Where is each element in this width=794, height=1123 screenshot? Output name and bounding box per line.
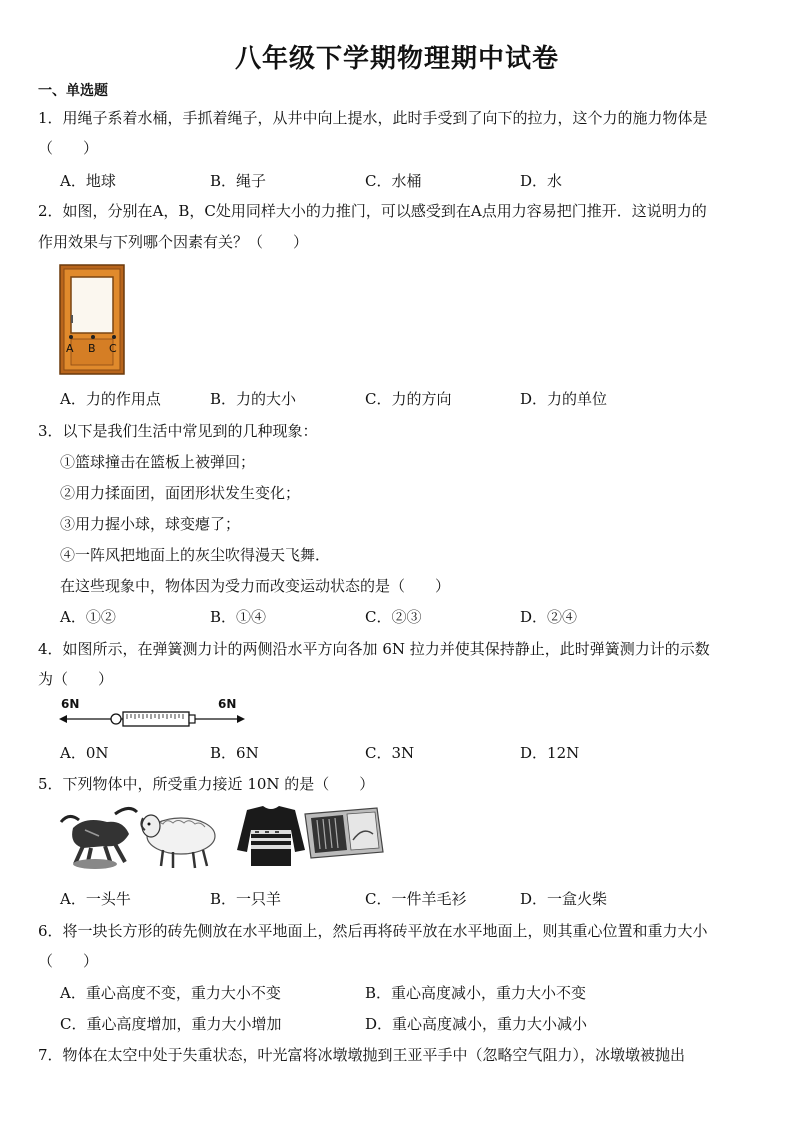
question-6-line-2: （ ） [38,952,99,970]
sheep-image [141,815,215,868]
question-7-line-1: 7．物体在太空中处于失重状态，叶光富将冰墩墩抛到王亚平手中（忽略空气阻力），冰墩墩被抛出 [38,1046,686,1064]
q6-option-b: B．重心高度减小，重力大小不变 [365,984,587,1002]
q3-item-4: ④一阵风把地面上的灰尘吹得漫天飞舞． [60,546,331,564]
question-3-line-1: 3．以下是我们生活中常见到的几种现象： [38,422,318,440]
q6-option-a: A．重心高度不变，重力大小不变 [60,984,281,1002]
q5-option-c: C．一件羊毛衫 [365,890,467,908]
sweater-image [237,806,305,866]
question-4-line-2: 为（ ） [38,670,114,688]
q5-option-b: B．一只羊 [210,890,282,908]
question-2-line-1: 2．如图，分别在A，B，C处用同样大小的力推门，可以感受到在A点用力容易把门推开．这说明力的 [38,202,707,220]
door-label-c: C [109,342,117,355]
q6-option-c: C．重心高度增加，重力大小增加 [60,1015,282,1033]
matchbox-image [305,808,383,858]
question-1-line-1: 1．用绳子系着水桶，手抓着绳子，从井中向上提水，此时手受到了向下的拉力，这个力的施力物体是 [38,109,708,127]
q3-option-a: A．①② [60,608,116,626]
q1-option-a: A．地球 [60,172,116,190]
question-6-line-1: 6．将一块长方形的砖先侧放在水平地面上，然后再将砖平放在水平地面上，则其重心位置和重力大小 [38,922,708,940]
question-1-line-2: （ ） [38,139,99,157]
q5-option-d: D．一盒火柴 [520,890,608,908]
q4-option-c: C．3N [365,744,415,762]
q5-option-a: A．一头牛 [60,890,131,908]
q2-option-a: A．力的作用点 [60,390,161,408]
q4-option-a: A．0N [60,744,109,762]
q3-item-3: ③用力握小球，球变瘪了； [60,515,241,533]
q4-option-d: D．12N [520,744,580,762]
right-force-label: 6N [218,697,237,711]
door-label-b: B [88,342,96,355]
section-heading: 一、单选题 [38,83,108,99]
q1-option-b: B．绳子 [210,172,267,190]
page-title: 八年级下学期物理期中试卷 [234,44,559,74]
objects-figure [55,800,385,872]
left-force-label: 6N [61,697,80,711]
q3-option-c: C．②③ [365,608,422,626]
q4-option-b: B．6N [210,744,259,762]
door-label-a: A [66,342,74,355]
q3-item-1: ①篮球撞击在篮板上被弹回； [60,453,256,471]
q2-option-d: D．力的单位 [520,390,608,408]
q3-option-b: B．①④ [210,608,267,626]
question-2-line-2: 作用效果与下列哪个因素有关？（ ） [38,233,309,251]
q1-option-c: C．水桶 [365,172,422,190]
q3-option-d: D．②④ [520,608,578,626]
q6-option-d: D．重心高度减小，重力大小减小 [365,1015,588,1033]
q3-prompt: 在这些现象中，物体因为受力而改变运动状态的是（ ） [60,577,451,595]
q3-item-2: ②用力揉面团，面团形状发生变化； [60,484,301,502]
bull-image [61,808,137,869]
q2-option-c: C．力的方向 [365,390,452,408]
question-4-line-1: 4．如图所示，在弹簧测力计的两侧沿水平方向各加 6N 拉力并使其保持静止，此时弹簧测力计的示数 [38,640,710,658]
spring-scale-figure [55,695,250,735]
door-figure [58,263,126,376]
question-5-line-1: 5．下列物体中，所受重力接近 10N 的是（ ） [38,775,375,793]
q2-option-b: B．力的大小 [210,390,297,408]
q1-option-d: D．水 [520,172,563,190]
